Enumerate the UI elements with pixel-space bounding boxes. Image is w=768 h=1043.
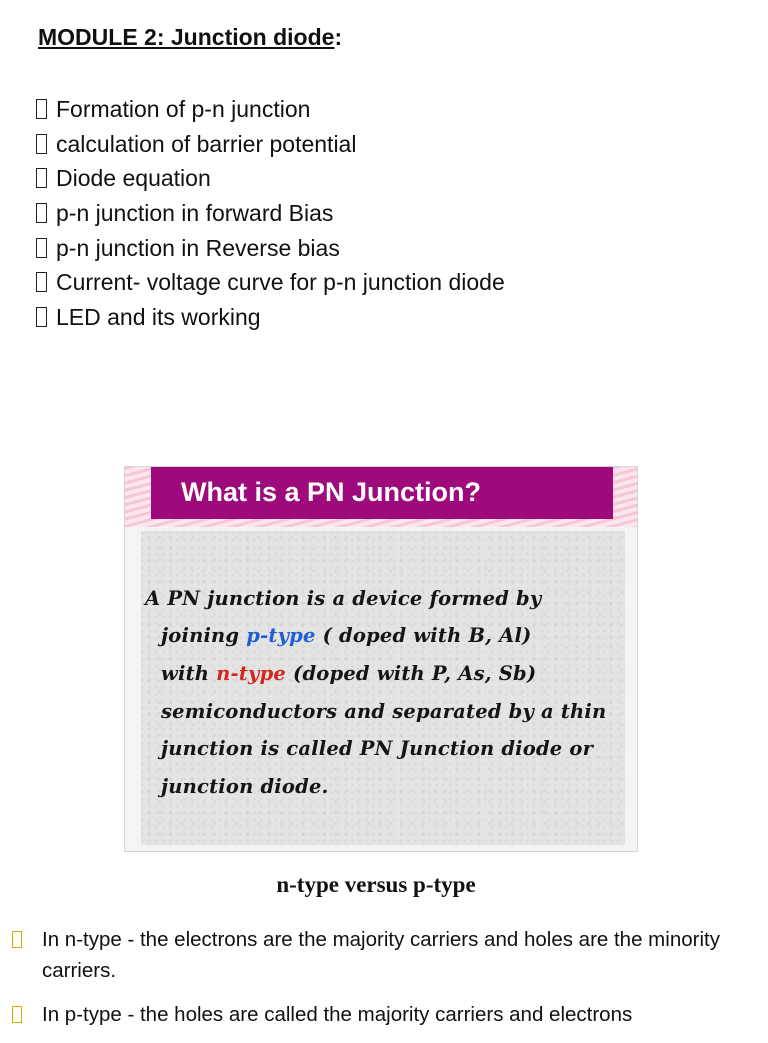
slide-text: ( doped with B, Al) [315, 624, 532, 647]
module-title [38, 24, 342, 51]
bullet-box-icon [36, 134, 47, 154]
topic-text: Formation of p-n junction [56, 96, 311, 123]
slide-line: junction is called PN Junction diode or [161, 737, 594, 760]
comparison-text: In p-type - the holes are called the majority carriers and electrons [42, 1003, 633, 1026]
topic-text: Diode equation [56, 165, 211, 192]
slide-line [161, 662, 536, 685]
bullet-box-icon [36, 272, 47, 292]
slide-image [124, 466, 638, 852]
section-title: n-type versus p-type [276, 872, 476, 897]
topic-item [36, 196, 505, 231]
topic-text: calculation of barrier potential [56, 130, 357, 157]
topic-text: Current- voltage curve for p-n junction diode [56, 269, 505, 296]
topic-text: LED and its working [56, 303, 261, 330]
bullet-box-icon [36, 168, 47, 188]
module-title-colon: : [334, 24, 343, 50]
slide-body [141, 531, 625, 845]
module-title-text: MODULE 2: Junction diode [38, 24, 335, 50]
slide-banner [151, 467, 613, 519]
slide-text: (doped with P, As, Sb) [286, 662, 537, 685]
slide-line: semiconductors and separated by a thin [161, 700, 607, 723]
topic-item [36, 92, 505, 127]
topic-item [36, 230, 505, 265]
slide-line: junction diode. [161, 775, 329, 798]
topic-list [36, 92, 505, 334]
comparison-list [12, 924, 752, 1043]
bullet-box-icon [36, 203, 47, 223]
slide-line [161, 624, 531, 647]
topic-text: p-n junction in forward Bias [56, 200, 334, 227]
p-type-text: p-type [246, 624, 316, 647]
comparison-item [12, 924, 752, 986]
topic-item [36, 127, 505, 162]
topic-item [36, 265, 505, 300]
slide-text: joining [161, 624, 247, 647]
slide-title: What is a PN Junction? [181, 477, 482, 507]
topic-item [36, 300, 505, 335]
slide-line: A PN junction is a device formed by [145, 587, 542, 610]
bullet-box-icon [12, 931, 22, 948]
topic-text: p-n junction in Reverse bias [56, 234, 340, 261]
comparison-text: In n-type - the electrons are the majority carriers and holes are the minority carriers. [42, 928, 720, 982]
comparison-item [12, 999, 752, 1030]
topic-item [36, 161, 505, 196]
bullet-box-icon [36, 99, 47, 119]
bullet-box-icon [12, 1006, 22, 1023]
bullet-box-icon [36, 307, 47, 327]
n-type-text: n-type [216, 662, 287, 685]
bullet-box-icon [36, 238, 47, 258]
slide-text: with [161, 662, 217, 685]
